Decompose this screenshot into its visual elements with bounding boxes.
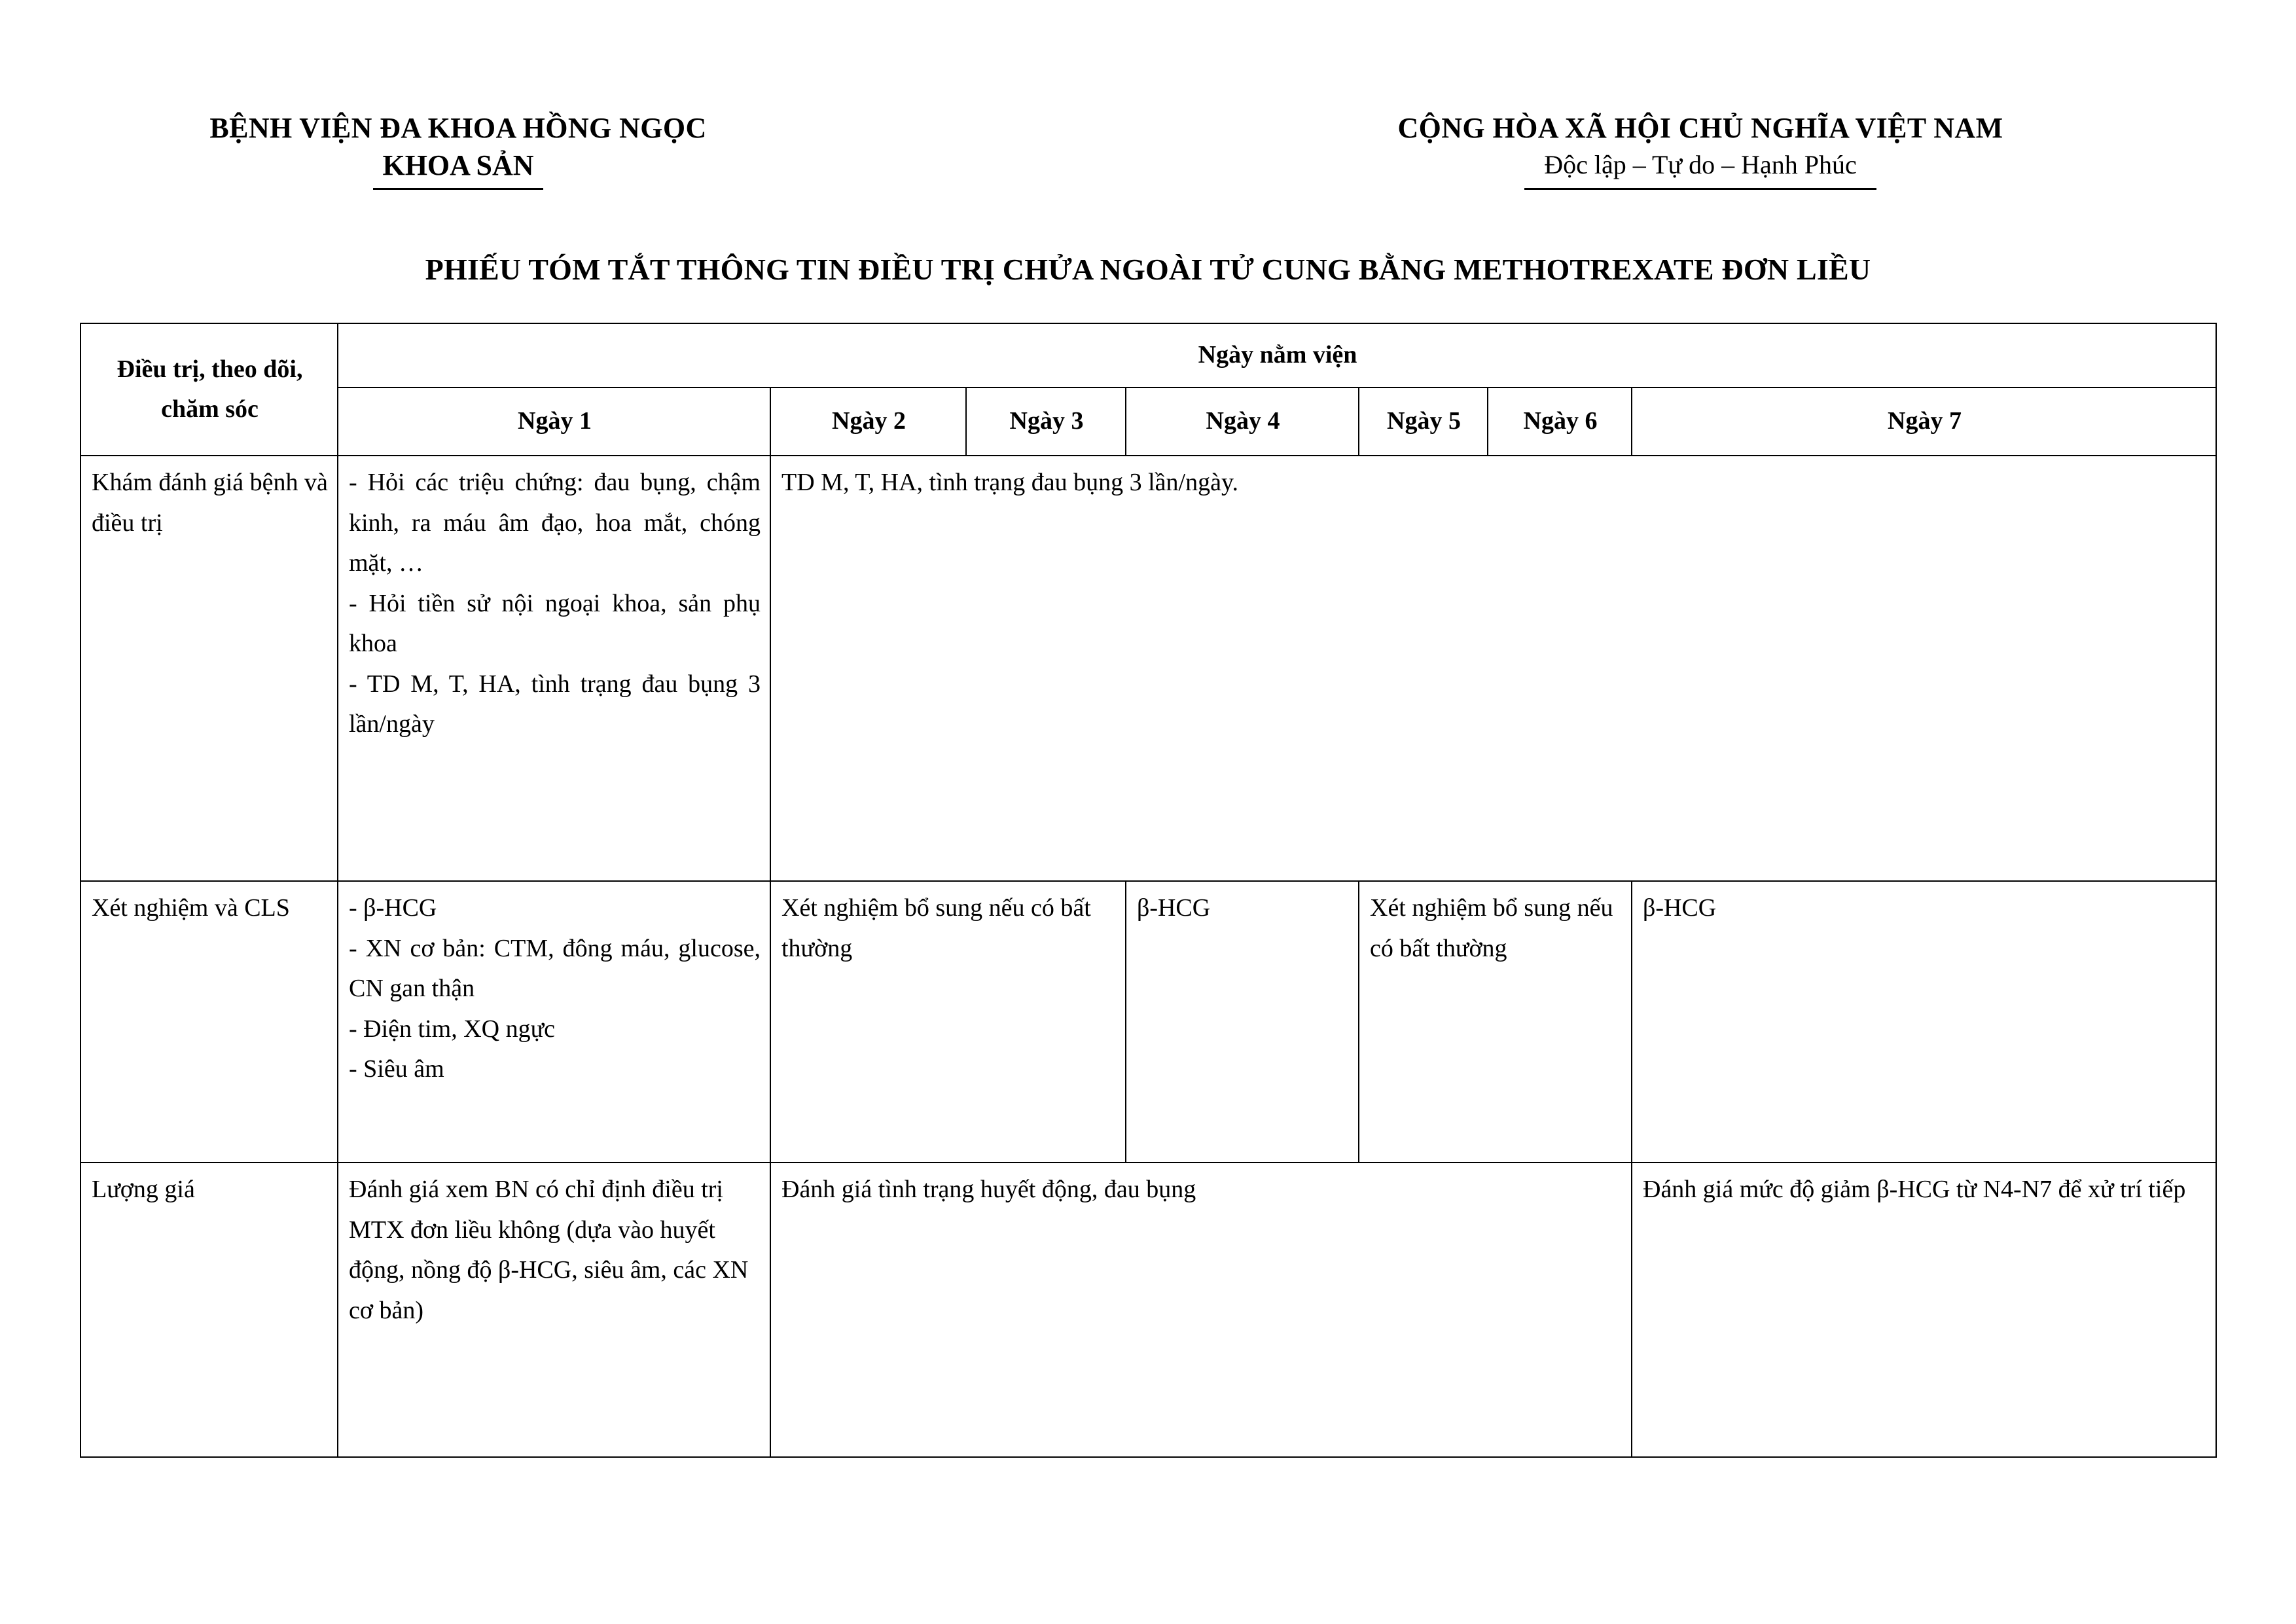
header-row-days (81, 388, 2216, 456)
row-label-xet-nghiem-cls: Xét nghiệm và CLS (81, 881, 338, 1163)
row-label-kham-danh-gia: Khám đánh giá bệnh và điều trị (81, 456, 338, 881)
cell-row2-day4: β-HCG (1126, 881, 1359, 1163)
national-header-block (1275, 111, 2126, 190)
col-header-day-1: Ngày 1 (338, 388, 770, 456)
col-header-category: Điều trị, theo dõi, chăm sóc (81, 323, 338, 456)
cell-row1-day1-item-1: - Hỏi các triệu chứng: đau bụng, chậm kinh, ra máu âm đạo, hoa mắt, chóng mặt, … (349, 469, 761, 577)
col-header-day-6: Ngày 6 (1488, 388, 1632, 456)
cell-row2-day1-item-4: - Siêu âm (349, 1055, 444, 1083)
cell-row2-day2-day3: Xét nghiệm bổ sung nếu có bất thường (770, 881, 1126, 1163)
table-row (81, 881, 2216, 1163)
department-name: KHOA SẢN (373, 146, 543, 190)
treatment-summary-table (80, 323, 2217, 1458)
hospital-name: BỆNH VIỆN ĐA KHOA HỒNG NGỌC (209, 112, 707, 144)
document-header (0, 0, 2296, 190)
col-header-day-7: Ngày 7 (1632, 388, 2216, 456)
cell-row3-day1: Đánh giá xem BN có chỉ định điều trị MTX đơn liều không (dựa vào huyết động, nồng độ β-HCG, siêu âm, các XN cơ bản) (338, 1163, 770, 1457)
country-name: CỘNG HÒA XÃ HỘI CHỦ NGHĨA VIỆT NAM (1397, 112, 2003, 144)
cell-row2-day5-day6: Xét nghiệm bổ sung nếu có bất thường (1359, 881, 1632, 1163)
col-header-day-3: Ngày 3 (966, 388, 1126, 456)
cell-row2-day1-item-2: - XN cơ bản: CTM, đông máu, glucose, CN gan thận (349, 934, 761, 1003)
table-row (81, 456, 2216, 881)
row-label-luong-gia: Lượng giá (81, 1163, 338, 1457)
cell-row2-day1 (338, 881, 770, 1163)
col-header-day-5: Ngày 5 (1359, 388, 1488, 456)
col-header-day-4: Ngày 4 (1126, 388, 1359, 456)
cell-row1-day1-item-2: - Hỏi tiền sử nội ngoại khoa, sản phụ khoa (349, 589, 761, 658)
col-header-day-2: Ngày 2 (770, 388, 966, 456)
cell-row1-day1 (338, 456, 770, 881)
cell-row1-day1-item-3: - TD M, T, HA, tình trạng đau bụng 3 lần/ngày (349, 670, 761, 738)
cell-row2-day1-item-1: - β-HCG (349, 894, 437, 922)
cell-row3-day2-to-day6: Đánh giá tình trạng huyết động, đau bụng (770, 1163, 1632, 1457)
table-body (81, 456, 2216, 1457)
header-row-top (81, 323, 2216, 388)
cell-row3-day7: Đánh giá mức độ giảm β-HCG từ N4-N7 để xử trí tiếp (1632, 1163, 2216, 1457)
treatment-summary-table-wrapper (80, 323, 2215, 1458)
cell-row1-day2-to-day7: TD M, T, HA, tình trạng đau bụng 3 lần/ngày. (770, 456, 2216, 881)
page-title: PHIẾU TÓM TẮT THÔNG TIN ĐIỀU TRỊ CHỬA NGOÀI TỬ CUNG BẰNG METHOTREXATE ĐƠN LIỀU (425, 253, 1871, 287)
national-motto: Độc lập – Tự do – Hạnh Phúc (1524, 146, 1876, 190)
cell-row2-day1-item-3: - Điện tim, XQ ngực (349, 1015, 556, 1043)
hospital-header-block (164, 111, 753, 190)
cell-row2-day7: β-HCG (1632, 881, 2216, 1163)
col-header-hospital-days: Ngày nằm viện (338, 323, 2216, 388)
table-row (81, 1163, 2216, 1457)
table-head (81, 323, 2216, 456)
